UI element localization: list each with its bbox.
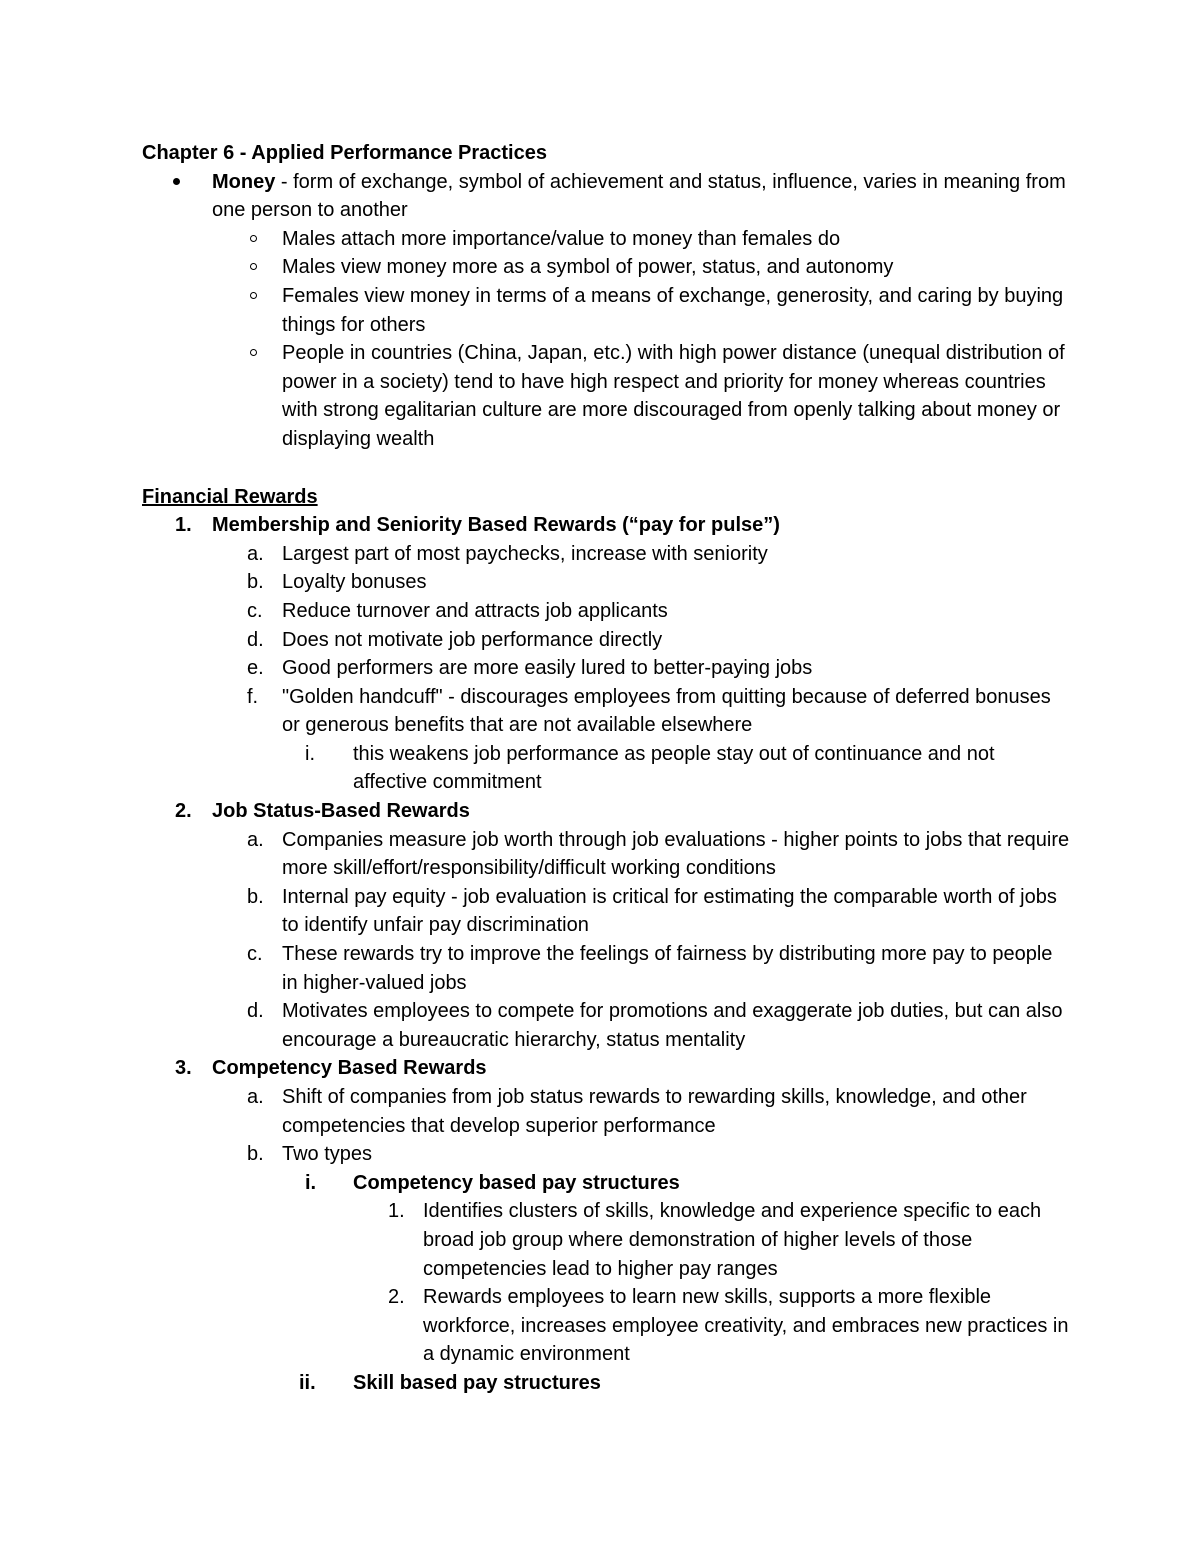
list-number: 2. [388, 1286, 405, 1309]
circle-bullet-marker [250, 235, 257, 242]
reward-type-title: Membership and Seniority Based Rewards (“pay for pulse”) [212, 514, 780, 537]
list-letter: c. [247, 943, 263, 966]
reward-type-title: Job Status-Based Rewards [212, 800, 470, 823]
list-item-text: Loyalty bonuses [282, 571, 427, 594]
list-item-text: Companies measure job worth through job evaluations - higher points to jobs that require more skill/effort/responsibility/difficult working conditions [282, 828, 1070, 880]
list-item-text: Internal pay equity - job evaluation is critical for estimating the comparable worth of jobs to identify unfair pay discrimination [282, 885, 1057, 937]
list-item [142, 883, 1072, 940]
money-sub-text: Females view money in terms of a means of exchange, generosity, and caring by buying things for others [282, 284, 1064, 336]
list-item-text: Two types [282, 1143, 373, 1166]
list-item-text: "Golden handcuff" - discourages employees from quitting because of deferred bonuses or generous benefits that are not available elsewhere [282, 685, 1051, 737]
list-item-text: Does not motivate job performance directly [282, 628, 663, 651]
list-letter: b. [247, 1143, 264, 1166]
pay-structure-point [142, 1197, 1072, 1283]
money-definition: - form of exchange, symbol of achievement and status, influence, varies in meaning from one person to another [212, 170, 1066, 222]
list-item [142, 626, 1072, 655]
money-sub-text: Males attach more importance/value to money than females do [282, 227, 841, 250]
money-sub-item [142, 253, 1072, 282]
list-letter: b. [247, 885, 264, 908]
reward-type-heading [142, 797, 1072, 826]
pay-structure-title: Competency based pay structures [353, 1171, 680, 1194]
list-item-text: Rewards employees to learn new skills, supports a more flexible workforce, increases employee creativity, and embraces new practices in a dynamic environment [423, 1286, 1069, 1366]
document-content [142, 139, 1072, 1398]
list-roman: ii. [299, 1371, 316, 1394]
list-number: 3. [175, 1057, 192, 1080]
money-term: Money [212, 170, 276, 193]
reward-type-title: Competency Based Rewards [212, 1057, 487, 1080]
list-letter: b. [247, 571, 264, 594]
list-item [142, 540, 1072, 569]
list-item [142, 940, 1072, 997]
list-roman: i. [305, 1171, 317, 1194]
list-item [142, 654, 1072, 683]
list-roman: i. [305, 742, 315, 765]
section-heading: Financial Rewards [142, 485, 318, 508]
pay-structure-point [142, 1283, 1072, 1369]
circle-bullet-marker [250, 349, 257, 356]
bullet-marker [173, 178, 180, 185]
pay-structure-title: Skill based pay structures [353, 1371, 601, 1394]
money-sub-item [142, 339, 1072, 453]
list-item [142, 997, 1072, 1054]
list-item [142, 1083, 1072, 1140]
list-item-text: Good performers are more easily lured to better-paying jobs [282, 657, 813, 680]
list-letter: e. [247, 657, 264, 680]
spacer [142, 454, 1072, 483]
list-item [142, 826, 1072, 883]
list-letter: a. [247, 1086, 264, 1108]
list-number: 1. [388, 1200, 405, 1223]
list-item-text: Motivates employees to compete for promotions and exaggerate job duties, but can also encourage a bureaucratic hierarchy, status mentality [282, 1000, 1063, 1051]
reward-type-heading [142, 511, 1072, 540]
list-item-text: Shift of companies from job status rewards to rewarding skills, knowledge, and other competencies that develop superior performance [282, 1086, 1027, 1137]
sub-list-item [142, 740, 1072, 797]
list-number: 1. [175, 514, 192, 537]
pay-structure-type [142, 1369, 1072, 1398]
list-item-text: These rewards try to improve the feelings of fairness by distributing more pay to people in higher-valued jobs [282, 943, 1053, 994]
money-sub-text: Males view money more as a symbol of power, status, and autonomy [282, 256, 894, 279]
money-bullet [142, 168, 1072, 225]
list-item [142, 568, 1072, 597]
reward-type-heading [142, 1054, 1072, 1083]
circle-bullet-marker [250, 263, 257, 270]
list-number: 2. [175, 800, 192, 823]
list-letter: d. [247, 1000, 264, 1023]
money-sub-item [142, 225, 1072, 254]
list-letter: f. [247, 685, 259, 708]
circle-bullet-marker [250, 292, 257, 299]
list-letter: a. [247, 542, 264, 565]
list-item-text: Reduce turnover and attracts job applicants [282, 599, 668, 622]
list-item [142, 1140, 1072, 1169]
pay-structure-type [142, 1169, 1072, 1198]
list-item-text: Identifies clusters of skills, knowledge and experience specific to each broad job group where demonstration of higher levels of those competencies lead to higher pay ranges [423, 1200, 1042, 1280]
page-title: Chapter 6 - Applied Performance Practices [142, 142, 547, 164]
list-item-text: this weakens job performance as people stay out of continuance and not affective commitment [353, 742, 995, 794]
list-item [142, 597, 1072, 626]
money-sub-text: People in countries (China, Japan, etc.) with high power distance (unequal distribution of power in a society) tend to have high respect and priority for money whereas countries with strong egalitarian culture are more discouraged from openly talking about money or displaying wealth [282, 342, 1065, 450]
money-sub-item [142, 282, 1072, 339]
list-letter: a. [247, 828, 264, 851]
list-letter: c. [247, 599, 263, 622]
list-item-text: Largest part of most paychecks, increase with seniority [282, 542, 768, 565]
list-letter: d. [247, 628, 264, 651]
list-item [142, 683, 1072, 740]
